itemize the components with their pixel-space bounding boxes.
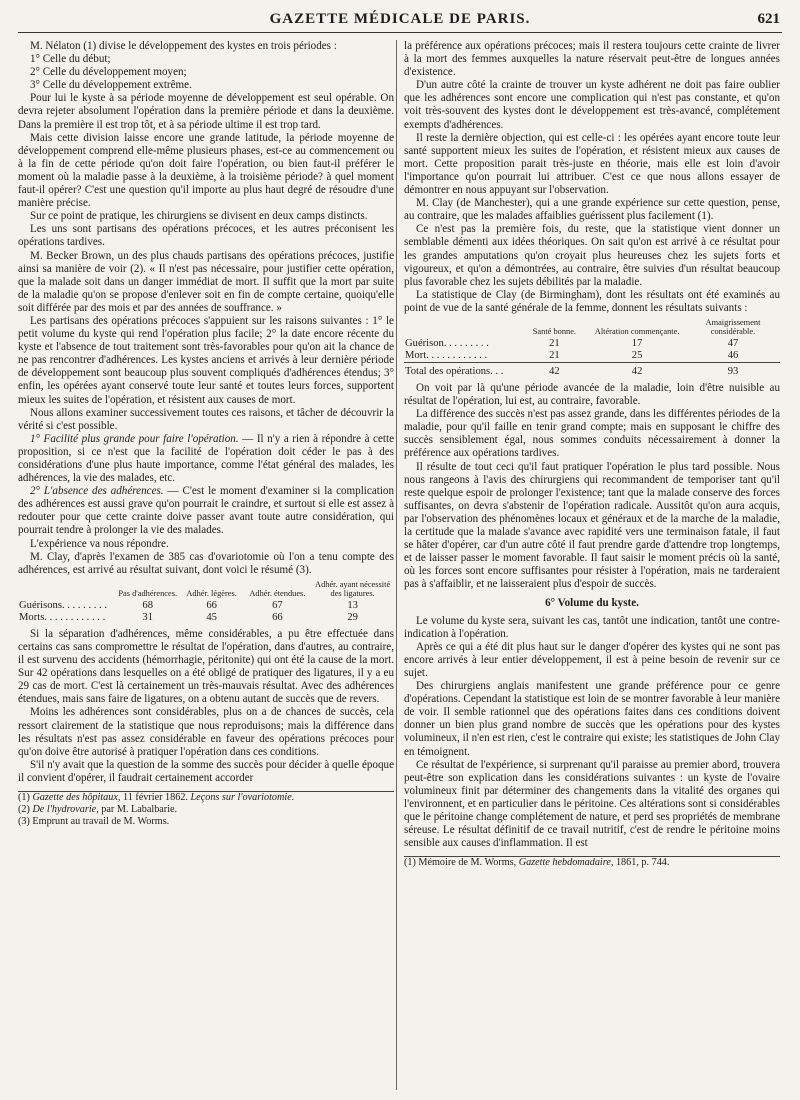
paragraph: M. Clay (de Manchester), qui a une grande expérience sur cette question, pense, au contraire, que les malades affaiblies guérissent plus facilement (1). [404, 197, 780, 223]
footnote [404, 857, 780, 869]
footnote-source: De l'hydrovarie, [32, 804, 99, 816]
table-cell: 17 [631, 337, 643, 349]
page-number: 621 [757, 11, 780, 27]
paragraph: M. Becker Brown, un des plus chauds partisans des opérations précoces, justifie ainsi sa manière de voir (2). « Il n'est pas nécessaire, pour justifier cette opération, que la malade soit dans un danger immédiat de mort. Il suffit que la mort par suite de la maladie qu'on se propose d'enlever soit en fin de compte certaine, quoiqu'elle soit différée par des mois et par des années de souffrance. » [18, 249, 394, 314]
paragraph: Il reste la dernière objection, qui est celle-ci : les opérées ayant encore toute leur santé supportent mieux les suites de l'opération, et résistent mieux aux causes de mort. Cette proposition parait très-juste en théorie, mais elle est loin d'avoir l'importance qu'on pourrait lui attribuer. C'est ce que nous allons essayer de démontrer en nous appuyant sur l'observation. [404, 131, 780, 197]
row-label: Mort. . . . . . . . . . . . [405, 349, 488, 361]
table-cell: 66 [272, 611, 283, 623]
paragraph [18, 485, 394, 537]
table-row [18, 612, 394, 624]
journal-title: GAZETTE MÉDICALE DE PARIS. [269, 11, 531, 27]
table-cell: 68 [142, 599, 153, 611]
table-cell: 46 [727, 349, 739, 361]
footnote: (3) Emprunt au travail de M. Worms. [18, 816, 170, 828]
paragraph: Nous allons examiner successivement toutes ces raisons, et tâcher de découvrir la vérité si c'est possible. [18, 406, 394, 432]
paragraph: Le volume du kyste sera, suivant les cas, tantôt une indication, tantôt une contre-indication à l'opération. [404, 614, 780, 640]
table-row [404, 338, 780, 350]
paragraph: D'un autre côté la crainte de trouver un kyste adhérent ne doit pas faire oublier que les adhérences sont encore une complication qui n'est pas constante, et qu'on voit très-souvent des kystes dont le développement est très-avancé, complétement exempts d'adhérences. [404, 79, 780, 131]
paragraph: Mais cette division laisse encore une grande latitude, la période moyenne de développement comprend elle-même plusieurs phases, est-ce au commencement ou à la fin de cette période qu'on doit faire l'opération, ou bien faut-il préférer le moment où la maladie passe à la deuxième, à la troisième période? à quel moment faut-il opérer? C'est une question qu'il importe au plus haut degré de résoudre d'une manière précise. [18, 131, 394, 210]
paragraph: Les uns sont partisans des opérations précoces, et les autres préconisent les opérations tardives. [18, 223, 394, 249]
subsection-lead: 2° L'absence des adhérences. [30, 485, 164, 498]
paragraph: S'il n'y avait que la question de la somme des succès pour décider à quelle époque il convient d'opérer, il faudrait certainement accorder [18, 758, 394, 784]
footnote-text: 11 février 1862. [120, 791, 191, 803]
table-row [404, 350, 780, 363]
table-row [18, 600, 394, 612]
paragraph: Il résulte de tout ceci qu'il faut pratiquer l'opération le plus tard possible. Nous nous rangeons à l'avis des chirurgiens qui recommandent de temporiser tant qu'il reste quelque espoir de prolonger l'existence; tant que la malade conserve des forces suffisantes, on devra s'abstenir de l'opération radicale. Aussitôt qu'on aura acquis, par l'observation des phénomènes locaux et généraux et de la marche de la maladie, la certitude que la malade s'avance avec rapidité vers une terminaison fatale, il faut se hâter d'opérer, car d'un autre côté il faut prendre garde d'attendre trop longtemps, et de laisser passer le moment favorable. Il faut saisir le moment précis où la santé, où les forces sont encore suffisantes pour résister à l'opération, mais ne tarderaient pas à s'affaiblir, et ne laisseraient plus d'espoir de succès. [404, 460, 780, 591]
row-label: Total des opérations. . . [404, 362, 521, 378]
paragraph: Ce n'est pas la première fois, du reste, que la statistique vient donner un semblable démenti aux idées théoriques. On sait qu'on est arrivé à ce résultat pour les grandes amputations qu'on croyait plus heureuses chez les sujets forts et vigoureux, et qu'on a démontrées, au contraire, être suivies d'un résultat beaucoup plus favorable chez les sujets débilités par la maladie. [404, 223, 780, 288]
health-table [404, 318, 780, 378]
paragraph: la préférence aux opérations précoces; mais il restera toujours cette crainte de livrer à la mort des femmes auxquelles la nature réservait peut-être de longues années d'existence. [404, 40, 780, 79]
paragraph: On voit par là qu'une période avancée de la maladie, loin d'être nuisible au résultat de l'opération, lui est, au contraire, favorable. [404, 381, 780, 408]
column-divider [396, 40, 397, 1090]
table-cell: 93 [686, 362, 780, 378]
list-item: 1° Celle du début; [30, 53, 111, 66]
list-item: 2° Celle du développement moyen; [30, 66, 187, 79]
left-column [18, 40, 394, 1092]
footnote-text: (1) Mémoire de M. Worms, [404, 857, 519, 869]
paragraph: L'expérience va nous répondre. [30, 537, 169, 550]
right-column [404, 40, 780, 1092]
paragraph: Pour lui le kyste à sa période moyenne de développement est seul opérable. On devra rejeter absolument l'opération dans la première période et dans la deuxième. Dans la première il est trop tôt, et à sa période ultime il est trop tard. [18, 92, 394, 131]
subsection-lead: 1° Facilité plus grande pour faire l'opération. [30, 432, 239, 445]
column-header: Adhér. étendues. [249, 588, 306, 598]
paragraph: Ce résultat de l'expérience, si surprenant qu'il paraisse au premier abord, trouvera peut-être son explication dans les considérations suivantes : un kyste de l'ovaire volumineux finit par déterminer des changements dans la vitalité des organes qui l'environnent, et en particulier dans le péritoine. Ces altérations sont si considérables que le péritoine change complétement de nature, et perd ses propriétés de membrane séreuse. Le résultat définitif de ce travail nutritif, c'est de rendre le péritoine moins sensible aux causes d'inflammation. Il est [404, 758, 780, 850]
table-cell: 29 [347, 611, 358, 623]
paragraph: Si la séparation d'adhérences, même considérables, a pu être effectuée dans certains cas sans compromettre le résultat de l'opération, dans d'autres, au contraire, il est survenu des accidents (hémorrhagie, péritonite) qui ont été la cause de la mort. Sur 42 opérations dans lesquelles on a été obligé de pratiquer des ligatures, il y a eu 29 cas de mort. C'est là certainement un très-mauvais résultat. Avec des adhérences étendues, mais sans faire de ligatures, on a obtenu autant de succès que de revers. [18, 627, 394, 706]
paragraph: La différence des succès n'est pas assez grande, dans les différentes périodes de la maladie, pour qu'il faille en tenir grand compte; mais en supposant le chiffre des succès sensiblement égal, nous sommes conduits nécessairement à donner la préférence aux opérations tardives. [404, 408, 780, 460]
section-heading: 6° Volume du kyste. [545, 597, 639, 610]
paragraph: Sur ce point de pratique, les chirurgiens se divisent en deux camps distincts. [30, 210, 368, 223]
row-label: Morts. . . . . . . . . . . . [19, 611, 106, 623]
footnote-source: Gazette des hôpitaux, [32, 791, 121, 803]
table-cell: 21 [549, 337, 560, 349]
table-cell: 67 [272, 599, 283, 611]
paragraph-text: — Il n'y a rien à répondre à cette proposition, si ce n'est que la facilité de l'opération doit céder le pas à des considérations d'une plus haute importance, comme l'état général des malades, les adhérences, la vie des malades, etc. [18, 432, 394, 485]
table-cell: 21 [549, 349, 560, 361]
row-label: Guérison. . . . . . . . . [405, 337, 489, 349]
table-corner [404, 318, 521, 338]
paragraph: Des chirurgiens anglais manifestent une grande préférence pour ce genre d'opérations. Cependant la statistique est loin de se montrer favorable à leur manière de voir. Il semble rationnel que des opérations faites dans ces conditions doivent donner un bien plus grand nombre de succès que les opérations pour des kystes volumineux, il n'en est rien, c'est le contraire qui existe; les statistiques de John Clay en témoignent. [404, 680, 780, 758]
adhesions-table [18, 580, 394, 624]
column-header: Santé bonne. [532, 326, 577, 336]
table-cell: 45 [206, 611, 217, 623]
column-header: Amaigrissement considérable. [705, 317, 761, 336]
footnote [18, 804, 394, 816]
footnote [18, 792, 394, 804]
paragraph: Les partisans des opérations précoces s'appuient sur les raisons suivantes : 1° le petit volume du kyste qui rend l'opération plus facile; 2° la date encore récente du kyste et l'absence de tout traitement sont très-favorables pour qu'on ait la chance de ne pas rencontrer d'adhérences. Les kystes anciens et arrivés à leur dernière période de développement sont beaucoup plus souvent compliqués d'adhérences étendus; 3° enfin, les opérées ayant conservé toute leur santé et toutes leurs forces, supportent mieux les suites de l'opération, et résistent aux causes de mort. [18, 314, 394, 406]
list-item: 3° Celle du développement extrême. [30, 79, 192, 92]
paragraph: Après ce qui a été dit plus haut sur le danger d'opérer des kystes qui ne sont pas encore arrivés à leur entier développement, il est à peine besoin de revenir sur ce sujet. [404, 640, 780, 679]
paragraph: La statistique de Clay (de Birmingham), dont les résultats ont été examinés au point de vue de la santé générale de la femme, donnent les résultats suivants : [404, 288, 780, 314]
column-header: Pas d'adhérences. [118, 588, 178, 598]
footnote-number: (2) [18, 804, 30, 816]
table-cell: 25 [631, 349, 643, 361]
table-cell: 31 [142, 611, 153, 623]
table-total-row [404, 362, 780, 378]
table-cell: 47 [727, 337, 739, 349]
paragraph-text: — C'est le moment d'examiner si la complication des adhérences est aussi grave qu'on pourrait le craindre, et surtout si elle est assez à redouter pour que cette crainte doive passer avant toute autre considération, qui pourrait tendre à prolonger la vie des malades. [18, 485, 394, 537]
table-cell: 66 [206, 599, 217, 611]
table-cell: 42 [521, 362, 589, 378]
footnote-text: 1861, p. 744. [613, 857, 670, 869]
paragraph: Moins les adhérences sont considérables, plus on a de chances de succès, cela ressort clairement de la statistique que nous reproduisons; mais la différence dans les résultats n'est pas assez considérable en faveur des opérations précoces pour qu'on doive être autorisé à pratiquer l'opération dans ces conditions. [18, 706, 394, 758]
footnote-number: (1) [18, 791, 30, 803]
table-cell: 13 [347, 599, 358, 611]
footnote-source: Gazette hebdomadaire, [518, 857, 614, 869]
footnote-text: par M. Labalbarie. [98, 804, 178, 816]
column-header: Adhér. ayant nécessité des ligatures. [315, 579, 391, 598]
paragraph: M. Nélaton (1) divise le développement des kystes en trois périodes : [30, 40, 337, 52]
table-cell: 42 [588, 362, 686, 378]
paragraph [18, 433, 394, 485]
table-corner [18, 580, 116, 600]
column-header: Adhér. légères. [186, 588, 237, 598]
footnote-source: Leçons sur l'ovariotomie. [190, 791, 295, 803]
paragraph: M. Clay, d'après l'examen de 385 cas d'ovariotomie où l'on a tenu compte des adhérences, est arrivé au résultat suivant, dont voici le résumé (3). [18, 550, 394, 576]
row-label: Guérisons. . . . . . . . . [19, 599, 107, 611]
column-header: Altération commençante. [594, 326, 680, 336]
running-header [18, 6, 782, 33]
